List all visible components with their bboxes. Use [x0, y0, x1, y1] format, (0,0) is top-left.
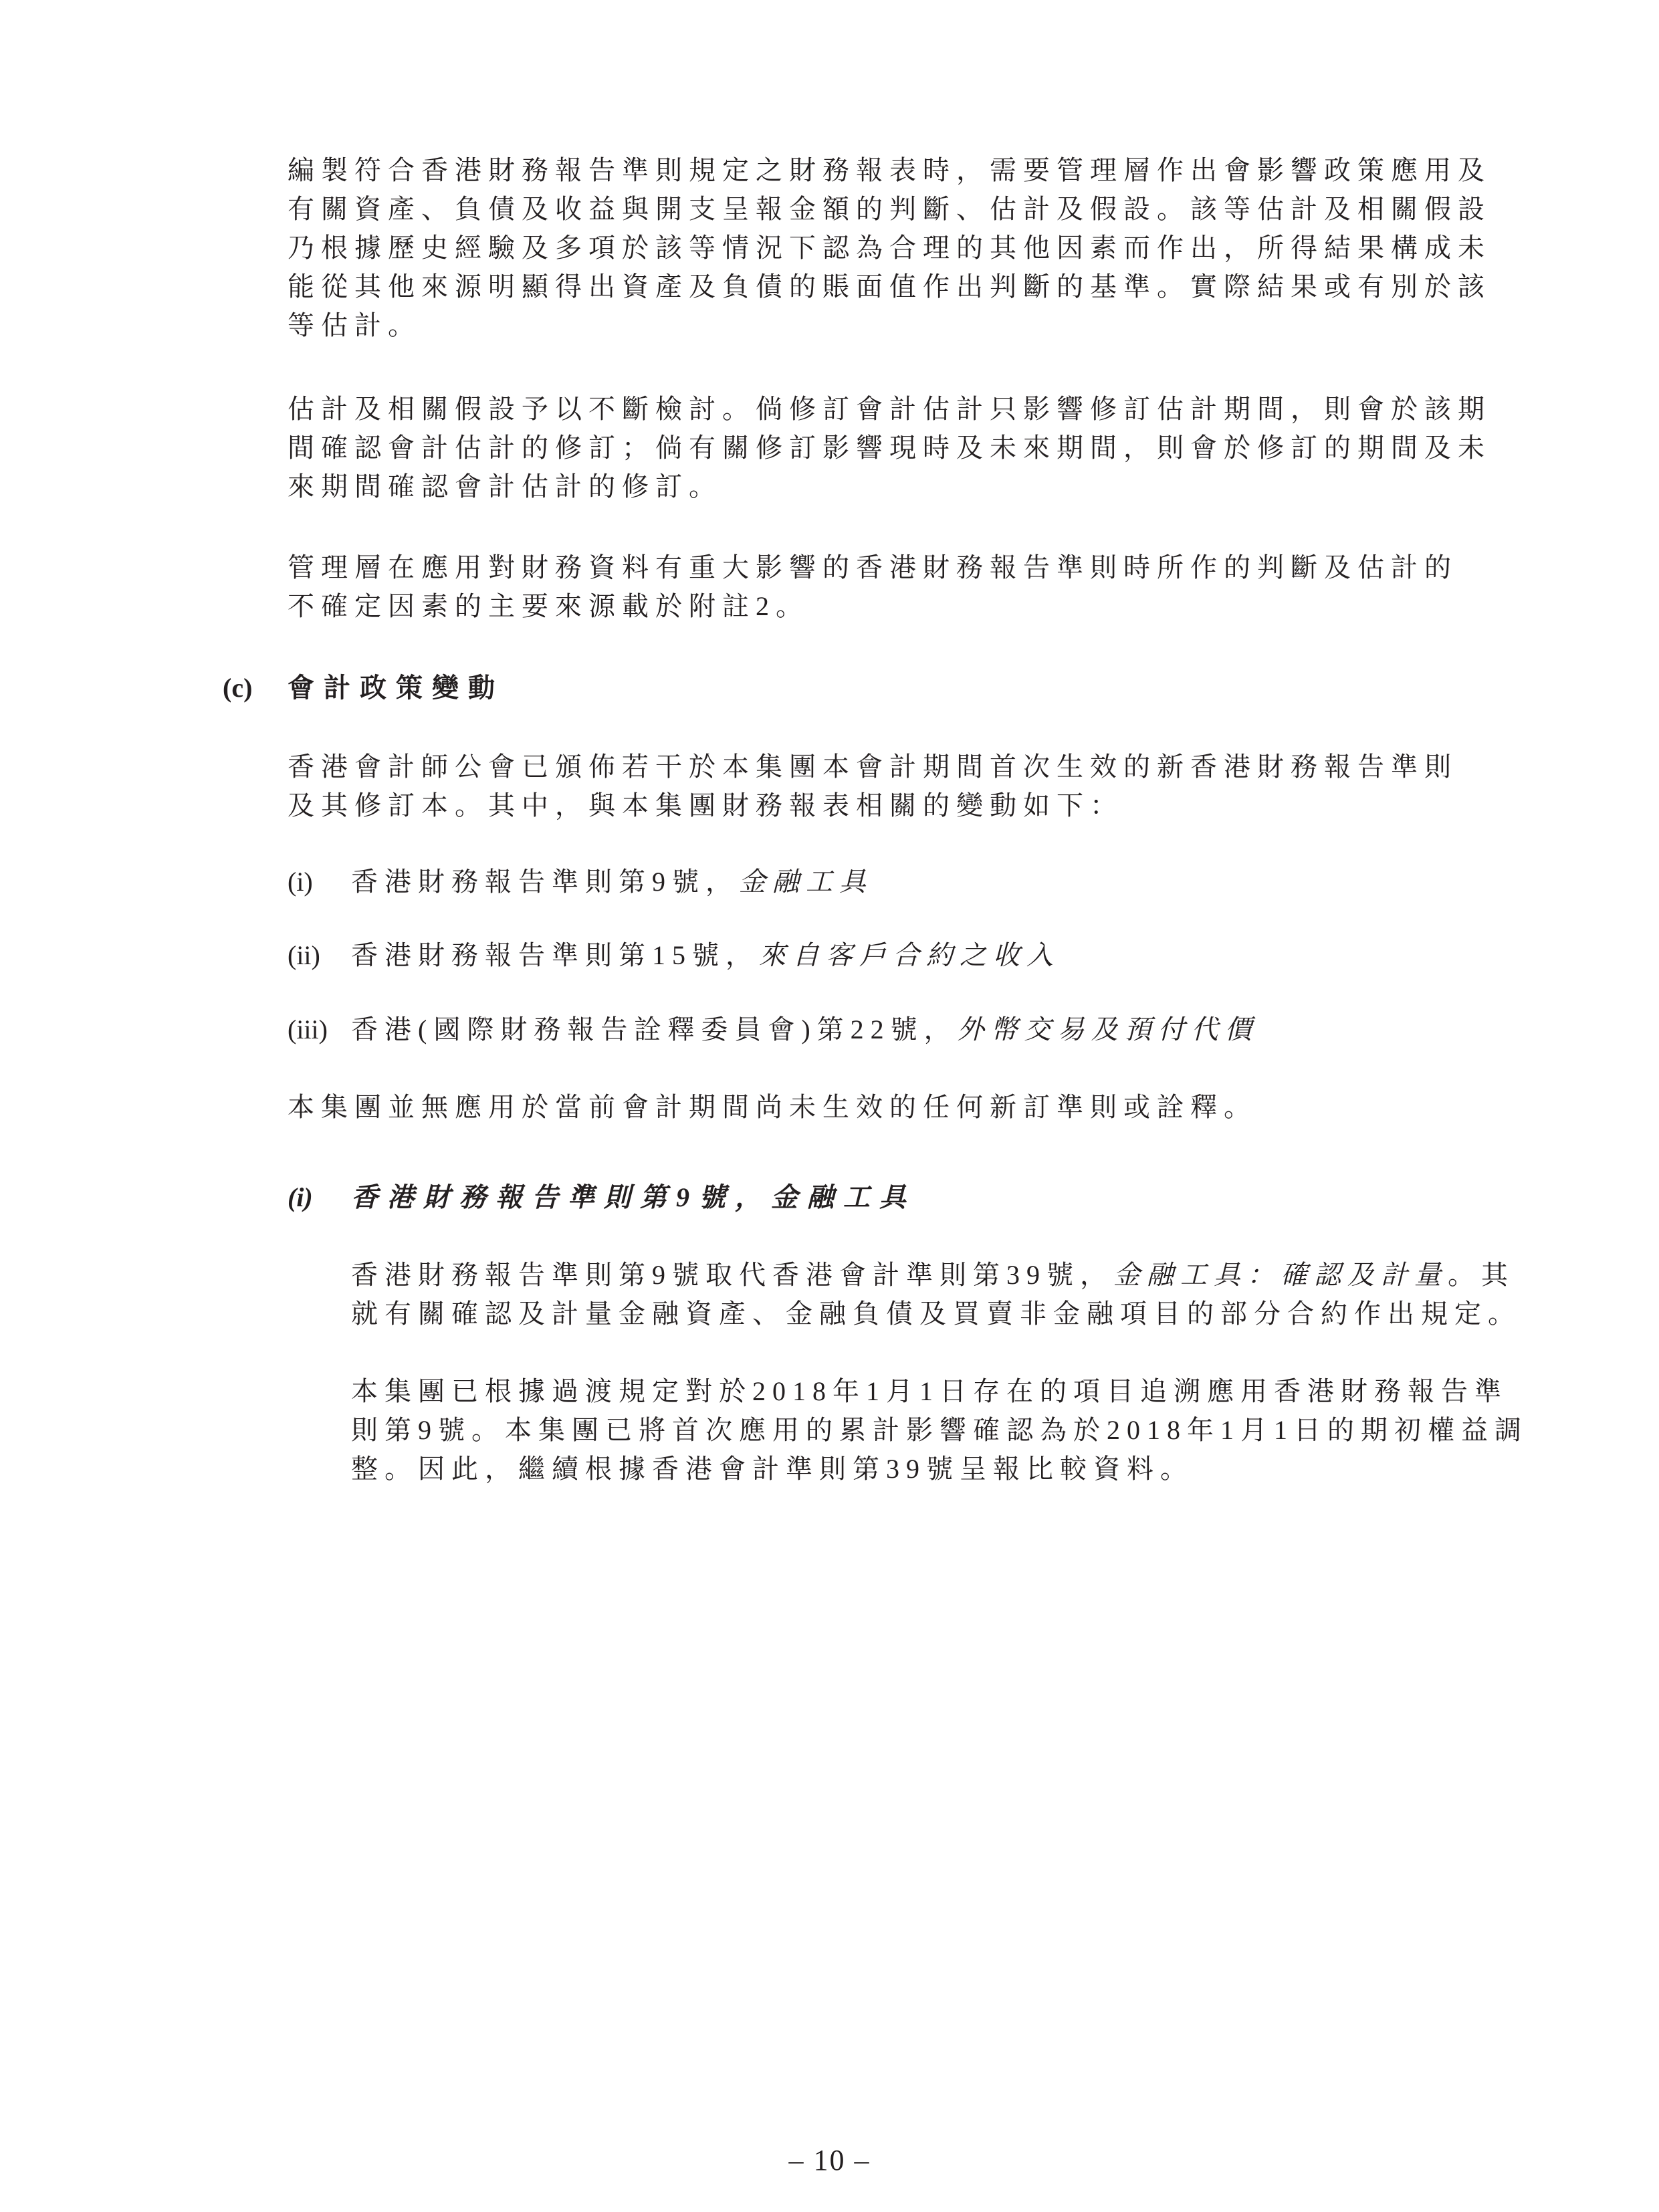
paragraph-estimates-intro — [288, 151, 1518, 345]
text-line: 整。因此，繼續根據香港會計準則第39號呈報比較資料。 — [351, 1454, 1194, 1484]
text-line: 能從其他來源明顯得出資產及負債的賬面值作出判斷的基準。實際結果或有別於該 — [288, 271, 1491, 302]
list-text — [351, 1010, 1258, 1049]
list-text-italic: 外幣交易及預付代價 — [957, 1014, 1258, 1044]
paragraph-not-yet-effective — [288, 1088, 1518, 1127]
list-text-italic: 來自客戶合約之收入 — [759, 940, 1060, 970]
text-line: 管理層在應用對財務資料有重大影響的香港財務報告準則時所作的判斷及估計的 — [288, 552, 1458, 582]
list-item — [288, 1010, 1291, 1049]
paragraph-judgements-note — [288, 548, 1518, 626]
text-line: 香港會計師公會已頒佈若干於本集團本會計期間首次生效的新香港財務報告準則 — [288, 752, 1458, 782]
text-segment-italic: 金融工具：確認及計量 — [1113, 1260, 1448, 1290]
text-line: 估計及相關假設予以不斷檢討。倘修訂會計估計只影響修訂估計期間，則會於該期 — [288, 394, 1491, 424]
list-marker: (ii) — [288, 940, 320, 970]
text-line: 不確定因素的主要來源載於附註2。 — [288, 591, 809, 621]
list-item — [288, 863, 1291, 901]
text-line: 及其修訂本。其中，與本集團財務報表相關的變動如下： — [288, 790, 1123, 820]
list-text-italic: 金融工具 — [739, 867, 873, 897]
text-line: 本集團並無應用於當前會計期間尚未生效的任何新訂準則或詮釋。 — [288, 1092, 1257, 1122]
paragraph-new-standards — [288, 748, 1518, 825]
list-marker: (i) — [288, 867, 313, 897]
section-heading-c — [223, 669, 758, 707]
list-text — [351, 863, 873, 901]
text-line: 本集團已根據過渡規定對於2018年1月1日存在的項目追溯應用香港財務報告準 — [351, 1376, 1508, 1406]
text-line: 間確認會計估計的修訂；倘有關修訂影響現時及未來期間，則會於修訂的期間及未 — [288, 433, 1491, 463]
text-line: 來期間確認會計估計的修訂。 — [288, 471, 722, 502]
list-text-plain: 香港(國際財務報告詮釋委員會)第22號， — [351, 1014, 958, 1044]
paragraph-transition — [351, 1372, 1528, 1488]
text-segment: 香港財務報告準則第9號取代香港會計準則第39號， — [351, 1260, 1113, 1290]
subsection-marker: (i) — [288, 1182, 313, 1212]
section-title: 會計政策變動 — [288, 673, 504, 703]
text-line: 則第9號。本集團已將首次應用的累計影響確認為於2018年1月1日的期初權益調 — [351, 1415, 1528, 1445]
list-text — [351, 936, 1060, 975]
subsection-heading-i — [288, 1178, 1090, 1217]
paragraph-hkfrs9-replaces — [351, 1256, 1521, 1333]
page-number: – 10 – — [788, 2144, 871, 2177]
list-marker: (iii) — [288, 1014, 328, 1044]
text-line: 乃根據歷史經驗及多項於該等情況下認為合理的其他因素而作出，所得結果構成未 — [288, 233, 1491, 263]
section-marker: (c) — [223, 673, 253, 703]
text-line — [351, 1256, 1518, 1295]
text-line: 等估計。 — [288, 310, 421, 340]
text-line: 編製符合香港財務報告準則規定之財務報表時，需要管理層作出會影響政策應用及 — [288, 155, 1491, 185]
text-line: 有關資產、負債及收益與開支呈報金額的判斷、估計及假設。該等估計及相關假設 — [288, 194, 1491, 224]
list-text-plain: 香港財務報告準則第15號， — [351, 940, 759, 970]
paragraph-estimates-review — [288, 390, 1518, 506]
list-text-plain: 香港財務報告準則第9號， — [351, 867, 739, 897]
text-line: 就有關確認及計量金融資產、金融負債及買賣非金融項目的部分合約作出規定。 — [351, 1299, 1521, 1329]
subsection-title: 香港財務報告準則第9號，金融工具 — [351, 1182, 915, 1212]
text-segment: 。其 — [1448, 1260, 1515, 1290]
list-item — [288, 936, 1291, 975]
